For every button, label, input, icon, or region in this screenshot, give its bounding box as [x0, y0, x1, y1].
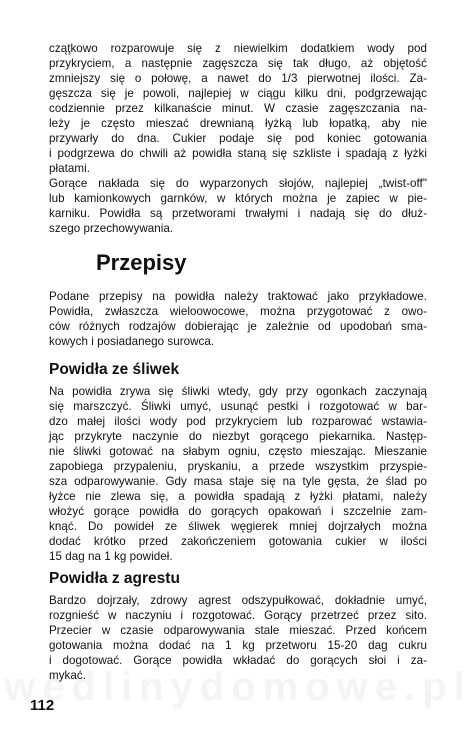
text-line: gotowania można dodać na 1 kg przetworu 15-20 dag cukru	[49, 639, 427, 652]
text-line: płatami.	[49, 162, 90, 175]
text-line: Powidła, zwłaszcza wieloowocowe, można przygotować z owo-	[49, 305, 427, 318]
text-line: i podgrzewa do chwili aż powidła staną się szkliste i spadają z łyżki	[49, 147, 427, 160]
text-line: Przecier w czasie odparowywania stale mieszać. Przed końcem	[49, 624, 427, 637]
text-line: zapobiega przypaleniu, pryskaniu, a przede wszystkim przyspie-	[49, 460, 427, 473]
text-line: Gorące nakłada się do wyparzonych słojów, najlepiej „twist-off"	[49, 177, 427, 190]
text-line: i dogotować. Gorące powidła wkładać do gorących słoi i za-	[49, 654, 427, 667]
text-line: 15 dag na 1 kg powideł.	[49, 550, 173, 563]
text-line: rozgnieść w naczyniu i rozgotować. Gorący przetrzeć przez sito.	[49, 609, 427, 622]
text-line: dzo małej ilości wody pod przykryciem lub rozparować wstawia-	[49, 415, 427, 428]
text-line: kowych i posiadanego surowca.	[49, 335, 215, 348]
text-line: nie śliwki gotować na słabym ogniu, często mieszając. Mieszanie	[49, 445, 427, 458]
text-line: Na powidła zrywa się śliwki wtedy, gdy przy ogonkach zaczynają	[49, 385, 427, 398]
text-line: codziennie przez kilkanaście minut. W czasie zagęszczania na-	[49, 102, 427, 115]
text-line: łyżce nie zlewa się, a powidła spadają z łyżki płatami, należy	[49, 490, 427, 503]
page-number: 112	[30, 697, 55, 714]
text-line: ców różnych rodzajów dobierając je zależnie od upodobań sma-	[49, 320, 427, 333]
text-line: jąc przykryte naczynie do niezbyt gorącego piekarnika. Następ-	[49, 430, 427, 443]
text-line: się marszczyć. Śliwki umyć, usunąć pestki i rozgotować w bar-	[49, 400, 427, 413]
text-line: sza odparowywanie. Gdy masa staje się na tyle gęsta, że ślad po	[49, 475, 427, 488]
text-line: knąć. Do powideł ze śliwek węgierek mniej dojrzałych można	[49, 520, 427, 533]
text-line: szego przechowywania.	[49, 222, 174, 235]
text-line: gęszcza się je powoli, najlepiej w ciągu kilku dni, podgrzewając	[49, 87, 427, 100]
text-line: przykryciem, a następnie zagęszcza się tak długo, aż objętość	[49, 57, 427, 70]
text-line: zmniejszy się o połowę, a nawet do 1/3 pierwotnej ilości. Za-	[49, 72, 427, 85]
section-title: Przepisy	[96, 250, 187, 275]
recipe-title-gooseberry: Powidła z agrestu	[49, 570, 180, 587]
text-line: lub kamionkowych garnków, w których można je zapiec w pie-	[49, 192, 427, 205]
text-line: leży je często mieszać drewnianą łyżką lub łopatką, aby nie	[49, 117, 427, 130]
text-line: Bardzo dojrzały, zdrowy agrest odszypułkować, dokładnie umyć,	[49, 594, 427, 607]
text-line: przywarły do dna. Cukier podaje się pod koniec gotowania	[49, 132, 427, 145]
text-line: Podane przepisy na powidła należy traktować jako przykładowe.	[49, 290, 427, 303]
text-line: dodać krótko przed zakończeniem gotowania cukier w ilości	[49, 535, 427, 548]
text-line: mykać.	[49, 669, 87, 682]
text-line: cząţkowo rozparowuje się z niewielkim dodatkiem wody pod	[49, 42, 427, 55]
text-line: włożyć gorące powidła do gorących opakowań i szczelnie zam-	[49, 505, 427, 518]
recipe-title-plum: Powidła ze śliwek	[49, 361, 180, 378]
text-line: karniku. Powidła są przetworami trwałymi i nadają się do dłuż-	[49, 207, 427, 220]
